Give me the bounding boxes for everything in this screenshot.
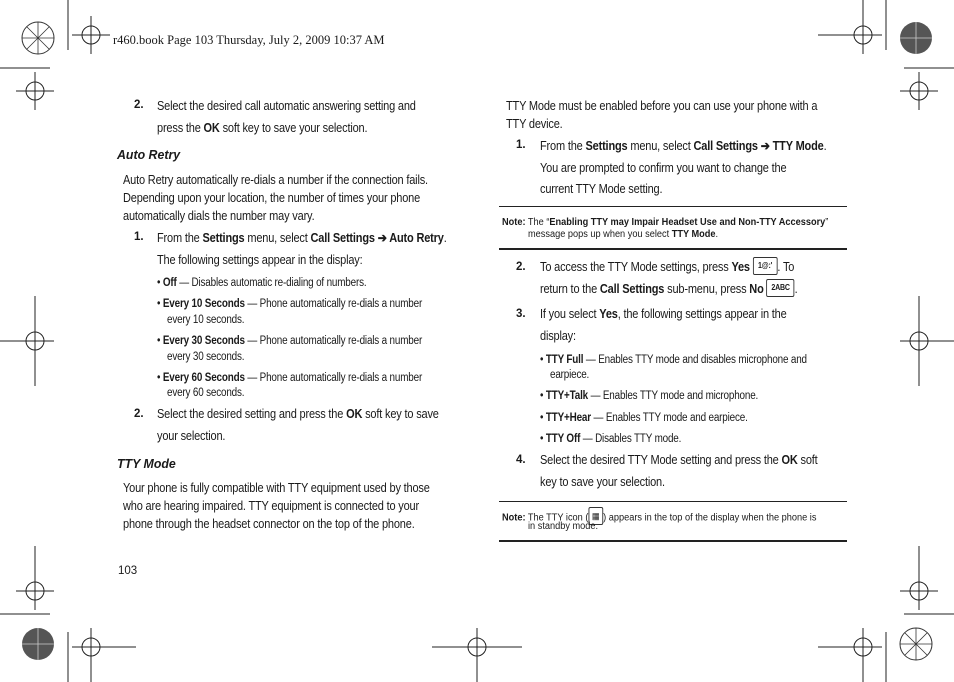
step-text: press the OK soft key to save your selection.: [157, 121, 368, 135]
paragraph-line: Auto Retry automatically re-dials a number if the connection fails.: [123, 173, 428, 187]
step-number: 1.: [516, 139, 526, 151]
step-text: Select the desired call automatic answering setting and: [157, 99, 416, 113]
step-text: From the Settings menu, select Call Settings ➔ Auto Retry.: [157, 231, 447, 245]
step-number: 3.: [516, 308, 526, 320]
step-text: your selection.: [157, 429, 226, 443]
step-text: key to save your selection.: [540, 475, 665, 489]
step-text: The following settings appear in the display:: [157, 253, 363, 267]
book-header: r460.book Page 103 Thursday, July 2, 2009 10:37 AM: [113, 33, 385, 47]
step-text: If you select Yes, the following settings appear in the: [540, 307, 787, 321]
list-item: • TTY+Hear — Enables TTY mode and earpiece.: [540, 412, 748, 424]
paragraph-line: automatically dials the number may vary.: [123, 209, 315, 223]
key-2-icon: 2ABC: [767, 279, 795, 297]
paragraph-line: TTY device.: [506, 117, 563, 131]
list-item: • TTY Off — Disables TTY mode.: [540, 433, 682, 445]
list-item-continued: every 30 seconds.: [167, 351, 245, 363]
note-text: message pops up when you select TTY Mode.: [528, 229, 719, 240]
step-text: From the Settings menu, select Call Settings ➔ TTY Mode.: [540, 139, 827, 153]
list-item: • Every 60 Seconds — Phone automatically re-dials a number: [157, 372, 423, 384]
paragraph-line: TTY Mode must be enabled before you can use your phone with a: [506, 99, 818, 113]
step-number: 4.: [516, 454, 526, 466]
page-number: 103: [118, 565, 138, 577]
paragraph-line: phone through the headset connector on the top of the phone.: [123, 517, 415, 531]
list-item: • Every 30 Seconds — Phone automatically re-dials a number: [157, 335, 423, 347]
key-1-icon: 1@:': [753, 257, 778, 275]
tty-icon: ▦: [588, 507, 603, 525]
section-heading-tty-mode: TTY Mode: [117, 456, 176, 471]
list-item-continued: earpiece.: [550, 369, 590, 381]
step-number: 1.: [134, 231, 144, 243]
step-text: Select the desired setting and press the OK soft key to save: [157, 407, 439, 421]
note-rule-top: [499, 206, 847, 207]
paragraph-line: who are hearing impaired. TTY equipment is connected to your: [123, 499, 419, 513]
list-item: • Off — Disables automatic re-dialing of numbers.: [157, 277, 367, 289]
note-text: Note: The TTY icon ( ▦ ) appears in the top of the display when the phone is: [502, 509, 816, 527]
list-item: • Every 10 Seconds — Phone automatically re-dials a number: [157, 298, 423, 310]
paragraph-line: Your phone is fully compatible with TTY equipment used by those: [123, 481, 430, 495]
step-text: display:: [540, 329, 576, 343]
note-text: in standby mode.: [528, 521, 599, 532]
note-rule-bottom: [499, 248, 847, 250]
step-number: 2.: [134, 408, 144, 420]
step-text: Select the desired TTY Mode setting and press the OK soft: [540, 453, 818, 467]
section-heading-auto-retry: Auto Retry: [117, 147, 181, 162]
list-item-continued: every 10 seconds.: [167, 314, 245, 326]
step-text: return to the Call Settings sub-menu, press No 2ABC .: [540, 280, 798, 299]
step-text: You are prompted to confirm you want to change the: [540, 161, 787, 175]
step-number: 2.: [516, 261, 526, 273]
paragraph-line: Depending upon your location, the number of times your phone: [123, 191, 421, 205]
list-item: • TTY+Talk — Enables TTY mode and microphone.: [540, 390, 759, 402]
list-item: • TTY Full — Enables TTY mode and disables microphone and: [540, 354, 807, 366]
note-rule-top: [499, 501, 847, 502]
list-item-continued: every 60 seconds.: [167, 387, 245, 399]
step-text: To access the TTY Mode settings, press Yes 1@:' . To: [540, 258, 794, 277]
step-number: 2.: [134, 99, 144, 111]
note-text: Note: The “Enabling TTY may Impair Headset Use and Non-TTY Accessory”: [502, 217, 829, 228]
note-rule-bottom: [499, 540, 847, 542]
step-text: current TTY Mode setting.: [540, 182, 663, 196]
